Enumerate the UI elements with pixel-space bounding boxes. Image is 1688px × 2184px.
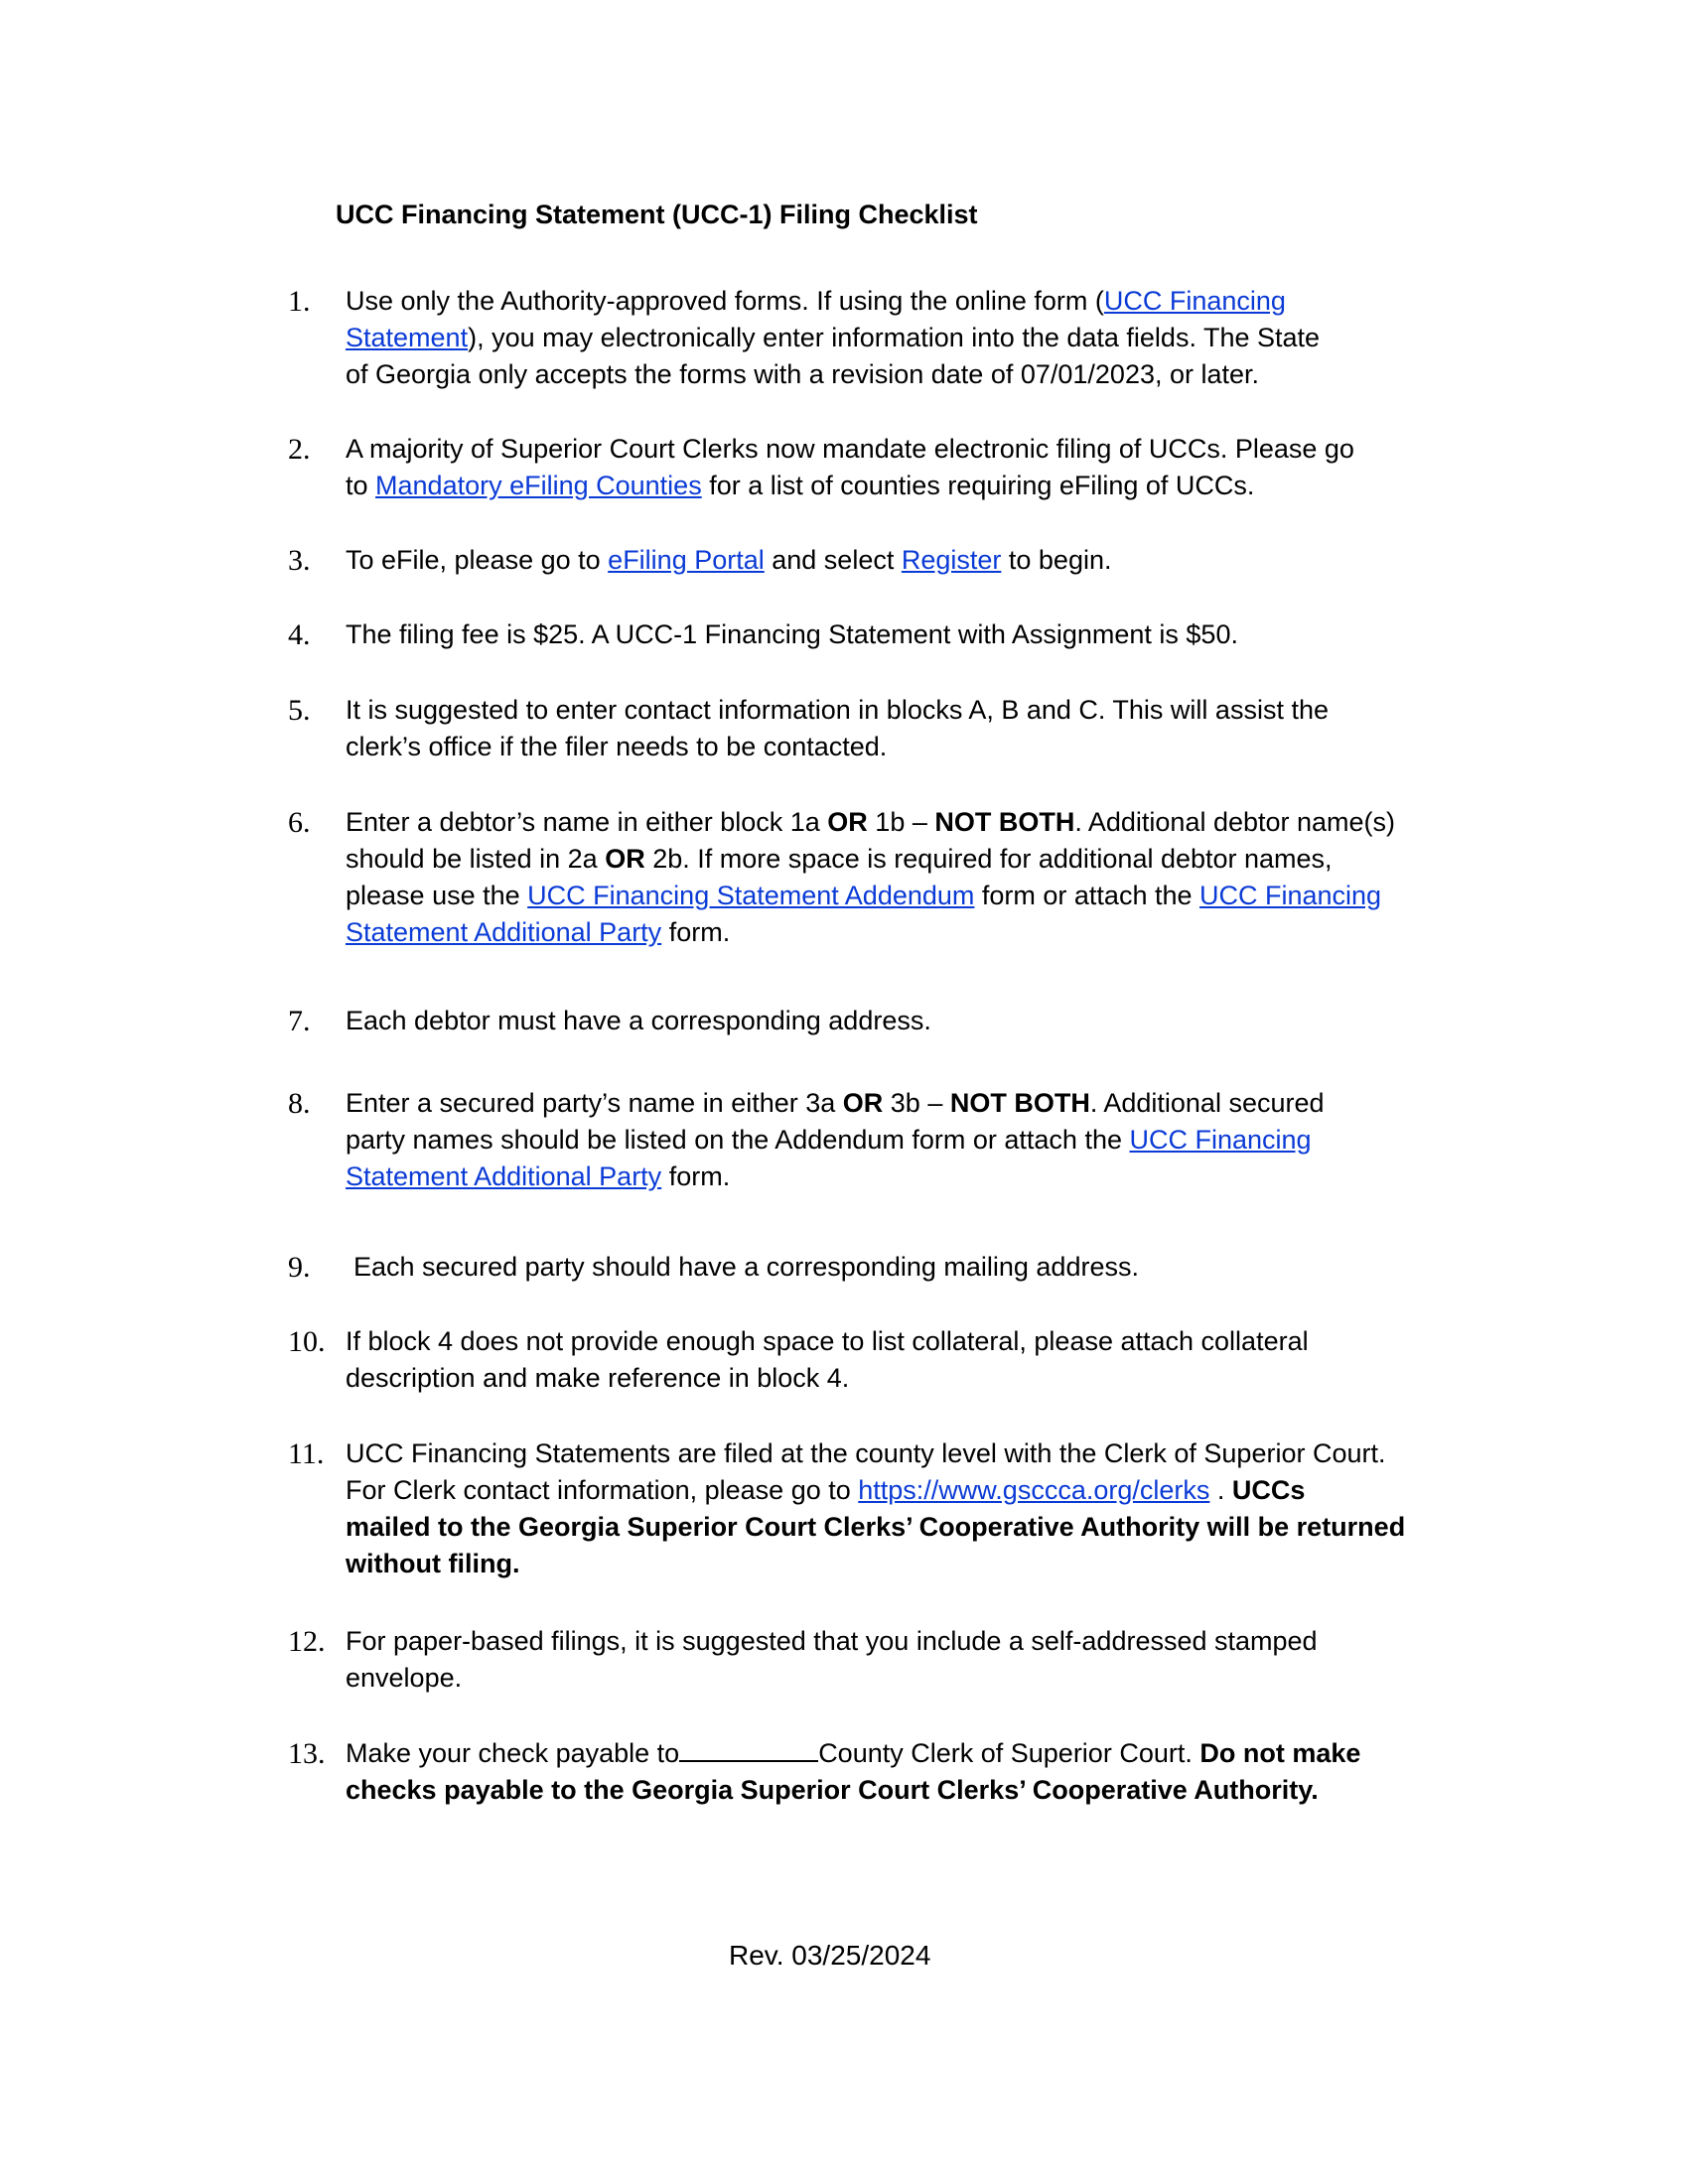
item-number: 4. bbox=[288, 618, 311, 651]
item-text: Use only the Authority-approved forms. If using the online form (UCC Financing Statement), you may electronically enter information into the data fields. The State of Georgia only accepts the forms with a revision date of 07/01/2023, or later. bbox=[346, 286, 1321, 389]
item-text: Each debtor must have a corresponding address. bbox=[346, 1006, 931, 1035]
item-number: 1. bbox=[288, 285, 311, 318]
mandatory-efiling-counties-link[interactable]: Mandatory eFiling Counties bbox=[375, 471, 702, 500]
item-text: To eFile, please go to eFiling Portal and select Register to begin. bbox=[346, 545, 1112, 575]
item-number: 10. bbox=[288, 1325, 326, 1358]
item-text: Enter a debtor’s name in either block 1a OR 1b – NOT BOTH. Additional debtor name(s) should be listed in 2a OR 2b. If more space is required for additional debtor names, please use the UCC Financing Statement Addendum form or attach the UCC Financing Statement Additional Party form. bbox=[346, 807, 1396, 947]
item-number: 11. bbox=[288, 1437, 325, 1470]
item-text: UCC Financing Statements are filed at the county level with the Clerk of Superior Court. For Clerk contact information, please go to https://www.gsccca.org/clerks . UCCs mailed to the Georgia Superior Court Clerks’ Cooperative Authority will be returned without filing. bbox=[346, 1438, 1406, 1578]
item-number: 5. bbox=[288, 694, 311, 727]
item-text: If block 4 does not provide enough space to list collateral, please attach collateral description and make reference in block 4. bbox=[346, 1326, 1309, 1393]
item-number: 7. bbox=[288, 1005, 311, 1037]
revision-date: Rev. 03/25/2024 bbox=[729, 1940, 931, 1971]
page-title: UCC Financing Statement (UCC-1) Filing Checklist bbox=[336, 200, 978, 229]
ucc-financing-statement-link-cont[interactable]: Statement bbox=[346, 323, 469, 352]
item-number: 2. bbox=[288, 433, 311, 466]
ucc-additional-party-link-cont[interactable]: Statement Additional Party bbox=[346, 1161, 662, 1191]
item-number: 9. bbox=[288, 1251, 311, 1284]
item-number: 3. bbox=[288, 544, 311, 577]
register-link[interactable]: Register bbox=[901, 545, 1002, 575]
efiling-portal-link[interactable]: eFiling Portal bbox=[608, 545, 765, 575]
ucc-financing-statement-addendum-link[interactable]: UCC Financing Statement Addendum bbox=[527, 881, 975, 910]
item-number: 13. bbox=[288, 1737, 326, 1770]
item-text: Each secured party should have a corresponding mailing address. bbox=[353, 1252, 1139, 1282]
item-text: It is suggested to enter contact information in blocks A, B and C. This will assist the clerk’s office if the filer needs to be contacted. bbox=[346, 695, 1329, 761]
item-number: 8. bbox=[288, 1087, 311, 1120]
county-blank-line bbox=[679, 1736, 818, 1762]
item-text: Make your check payable to County Clerk of Superior Court. Do not make checks payable to the Georgia Superior Court Clerks’ Cooperative Authority. bbox=[346, 1738, 1361, 1805]
item-text: For paper-based filings, it is suggested that you include a self-addressed stamped envelope. bbox=[346, 1626, 1318, 1693]
ucc-additional-party-link[interactable]: UCC Financing bbox=[1199, 881, 1382, 910]
ucc-additional-party-link[interactable]: UCC Financing bbox=[1129, 1125, 1312, 1155]
ucc-additional-party-link-cont[interactable]: Statement Additional Party bbox=[346, 917, 662, 947]
ucc-financing-statement-link[interactable]: UCC Financing bbox=[1103, 286, 1286, 316]
item-text: A majority of Superior Court Clerks now mandate electronic filing of UCCs. Please go to Mandatory eFiling Counties for a list of counties requiring eFiling of UCCs. bbox=[346, 434, 1354, 500]
item-text: The filing fee is $25. A UCC-1 Financing Statement with Assignment is $50. bbox=[346, 619, 1238, 649]
item-number: 12. bbox=[288, 1625, 326, 1658]
item-number: 6. bbox=[288, 806, 311, 839]
gsccca-clerks-link[interactable]: https://www.gsccca.org/clerks bbox=[858, 1475, 1210, 1505]
item-text: Enter a secured party’s name in either 3a OR 3b – NOT BOTH. Additional secured party names should be listed on the Addendum form or attach the UCC Financing Statement Additional Party form. bbox=[346, 1088, 1325, 1191]
